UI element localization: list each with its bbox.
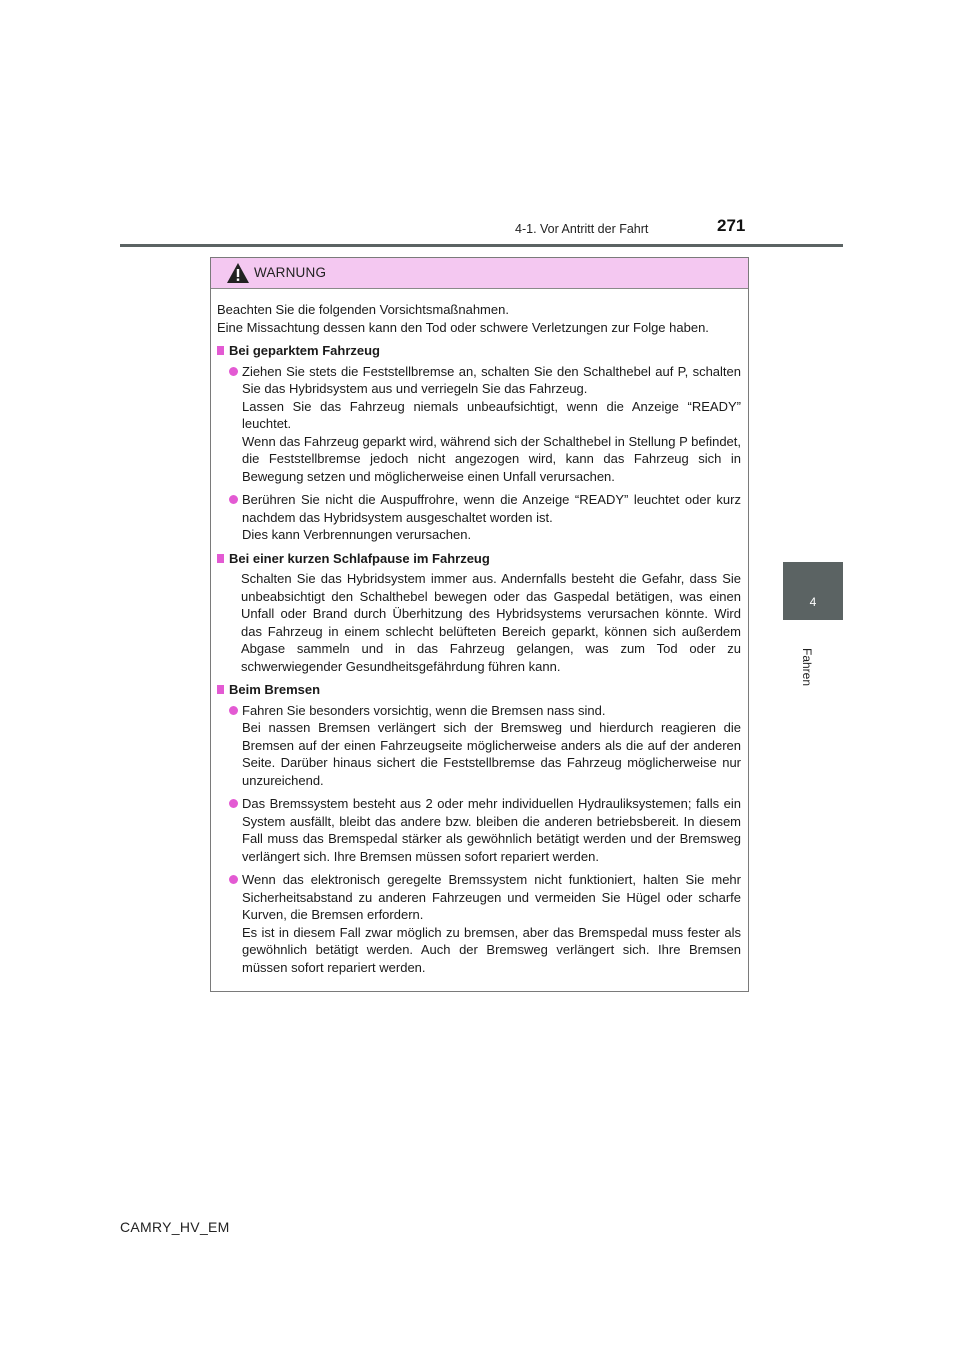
- circle-bullet-icon: [229, 706, 238, 715]
- intro-line: Beachten Sie die folgenden Vorsichtsmaßnahmen.: [217, 302, 509, 317]
- circle-bullet-icon: [229, 367, 238, 376]
- section-title: 4-1. Vor Antritt der Fahrt: [515, 222, 649, 236]
- list-item: [229, 363, 741, 486]
- section-sleep-break: [217, 550, 741, 676]
- section-parked-vehicle: [217, 342, 741, 544]
- warning-box: [210, 257, 749, 992]
- list-item: [229, 871, 741, 976]
- item-text: Wenn das Fahrzeug geparkt wird, während sich der Schalthebel in Stellung P befindet, die Feststellbremse jedoch nicht angezogen wird, kann das Fahrzeug sich in Bewegung setzen und möglicherweise einen Unfall verursachen.: [242, 433, 741, 484]
- item-text: Es ist in diesem Fall zwar möglich zu bremsen, aber das Bremspedal muss fester als gewöhnlich betätigt werden. Auch der Bremsweg verlängert sich. Ihre Bremsen müssen sofort repariert werden.: [242, 924, 741, 975]
- list-item: [229, 491, 741, 544]
- warning-intro: [217, 301, 741, 336]
- warning-header: [211, 258, 748, 289]
- square-bullet-icon: [217, 554, 224, 563]
- warning-triangle-icon: [226, 262, 250, 284]
- square-bullet-icon: [217, 685, 224, 694]
- header-rule: [120, 244, 843, 247]
- item-text: Bei nassen Bremsen verlängert sich der Bremsweg und hierdurch reagieren die Bremsen auf der einen Fahrzeugseite möglicherweise anders als die auf der anderen Seite. Darüber hinaus sichert die Feststellbremse das Fahrzeug möglicherweise nur unzureichend.: [242, 720, 741, 788]
- list-item: [229, 702, 741, 790]
- item-text: Dies kann Verbrennungen verursachen.: [242, 527, 472, 542]
- item-text: Ziehen Sie stets die Feststellbremse an, schalten Sie den Schalthebel auf P, schalten Sie das Hybridsystem aus und verriegeln Sie das Fahrzeug.: [242, 363, 741, 396]
- list-item: [229, 795, 741, 865]
- item-text: Das Bremssystem besteht aus 2 oder mehr individuellen Hydrauliksystemen; falls ein System ausfällt, bleibt das andere bzw. bleiben die anderen betriebsbereit. In diesem Fall muss das Bremspedal stärker als gewöhnlich betätigt werden und der Bremsweg verlängert sich. Ihre Bremsen müssen sofort repariert werden.: [242, 796, 741, 864]
- warning-body: [211, 289, 748, 976]
- chapter-label: Fahren: [800, 648, 814, 687]
- chapter-tab: [783, 562, 843, 620]
- section-braking: [217, 681, 741, 976]
- section-heading: Beim Bremsen: [229, 682, 321, 697]
- intro-line: Eine Missachtung dessen kann den Tod oder schwere Verletzungen zur Folge haben.: [217, 319, 709, 335]
- section-heading: Bei einer kurzen Schlafpause im Fahrzeug: [229, 550, 490, 566]
- circle-bullet-icon: [229, 799, 238, 808]
- model-code: CAMRY_HV_EM: [120, 1219, 230, 1235]
- warning-title: WARNUNG: [254, 265, 327, 280]
- chapter-number: 4: [809, 595, 817, 609]
- item-text: Berühren Sie nicht die Auspuffrohre, wenn die Anzeige “READY” leuchtet oder kurz nachdem das Hybridsystem ausgeschaltet worden ist.: [242, 492, 741, 525]
- section-paragraph: Schalten Sie das Hybridsystem immer aus. Andernfalls besteht die Gefahr, dass Sie unbeabsichtigt den Schalthebel bewegen oder das Gaspedal betätigen, was einen Unfall oder Brand durch Überhitzung des Hybridsystems verursachen könnte. Wird das Fahrzeug in einem schlecht belüfteten Bereich geparkt, können sich außerdem Abgase sammeln und in das Fahrzeug gelangen, was zum Tod oder zu schwerwiegender Gesundheitsgefährdung führen kann.: [241, 571, 741, 674]
- page-number: 271: [717, 216, 746, 235]
- item-text: Fahren Sie besonders vorsichtig, wenn die Bremsen nass sind.: [242, 702, 606, 718]
- item-text: Lassen Sie das Fahrzeug niemals unbeaufsichtigt, wenn die Anzeige “READY” leuchtet.: [242, 398, 741, 431]
- circle-bullet-icon: [229, 495, 238, 504]
- circle-bullet-icon: [229, 875, 238, 884]
- square-bullet-icon: [217, 346, 224, 355]
- item-text: Wenn das elektronisch geregelte Bremssystem nicht funktioniert, halten Sie mehr Sicherheitsabstand zu anderen Fahrzeugen und vermeiden Sie Hügel oder scharfe Kurven, die Bremsen erfordern.: [242, 872, 741, 922]
- section-heading: Bei geparktem Fahrzeug: [229, 343, 380, 358]
